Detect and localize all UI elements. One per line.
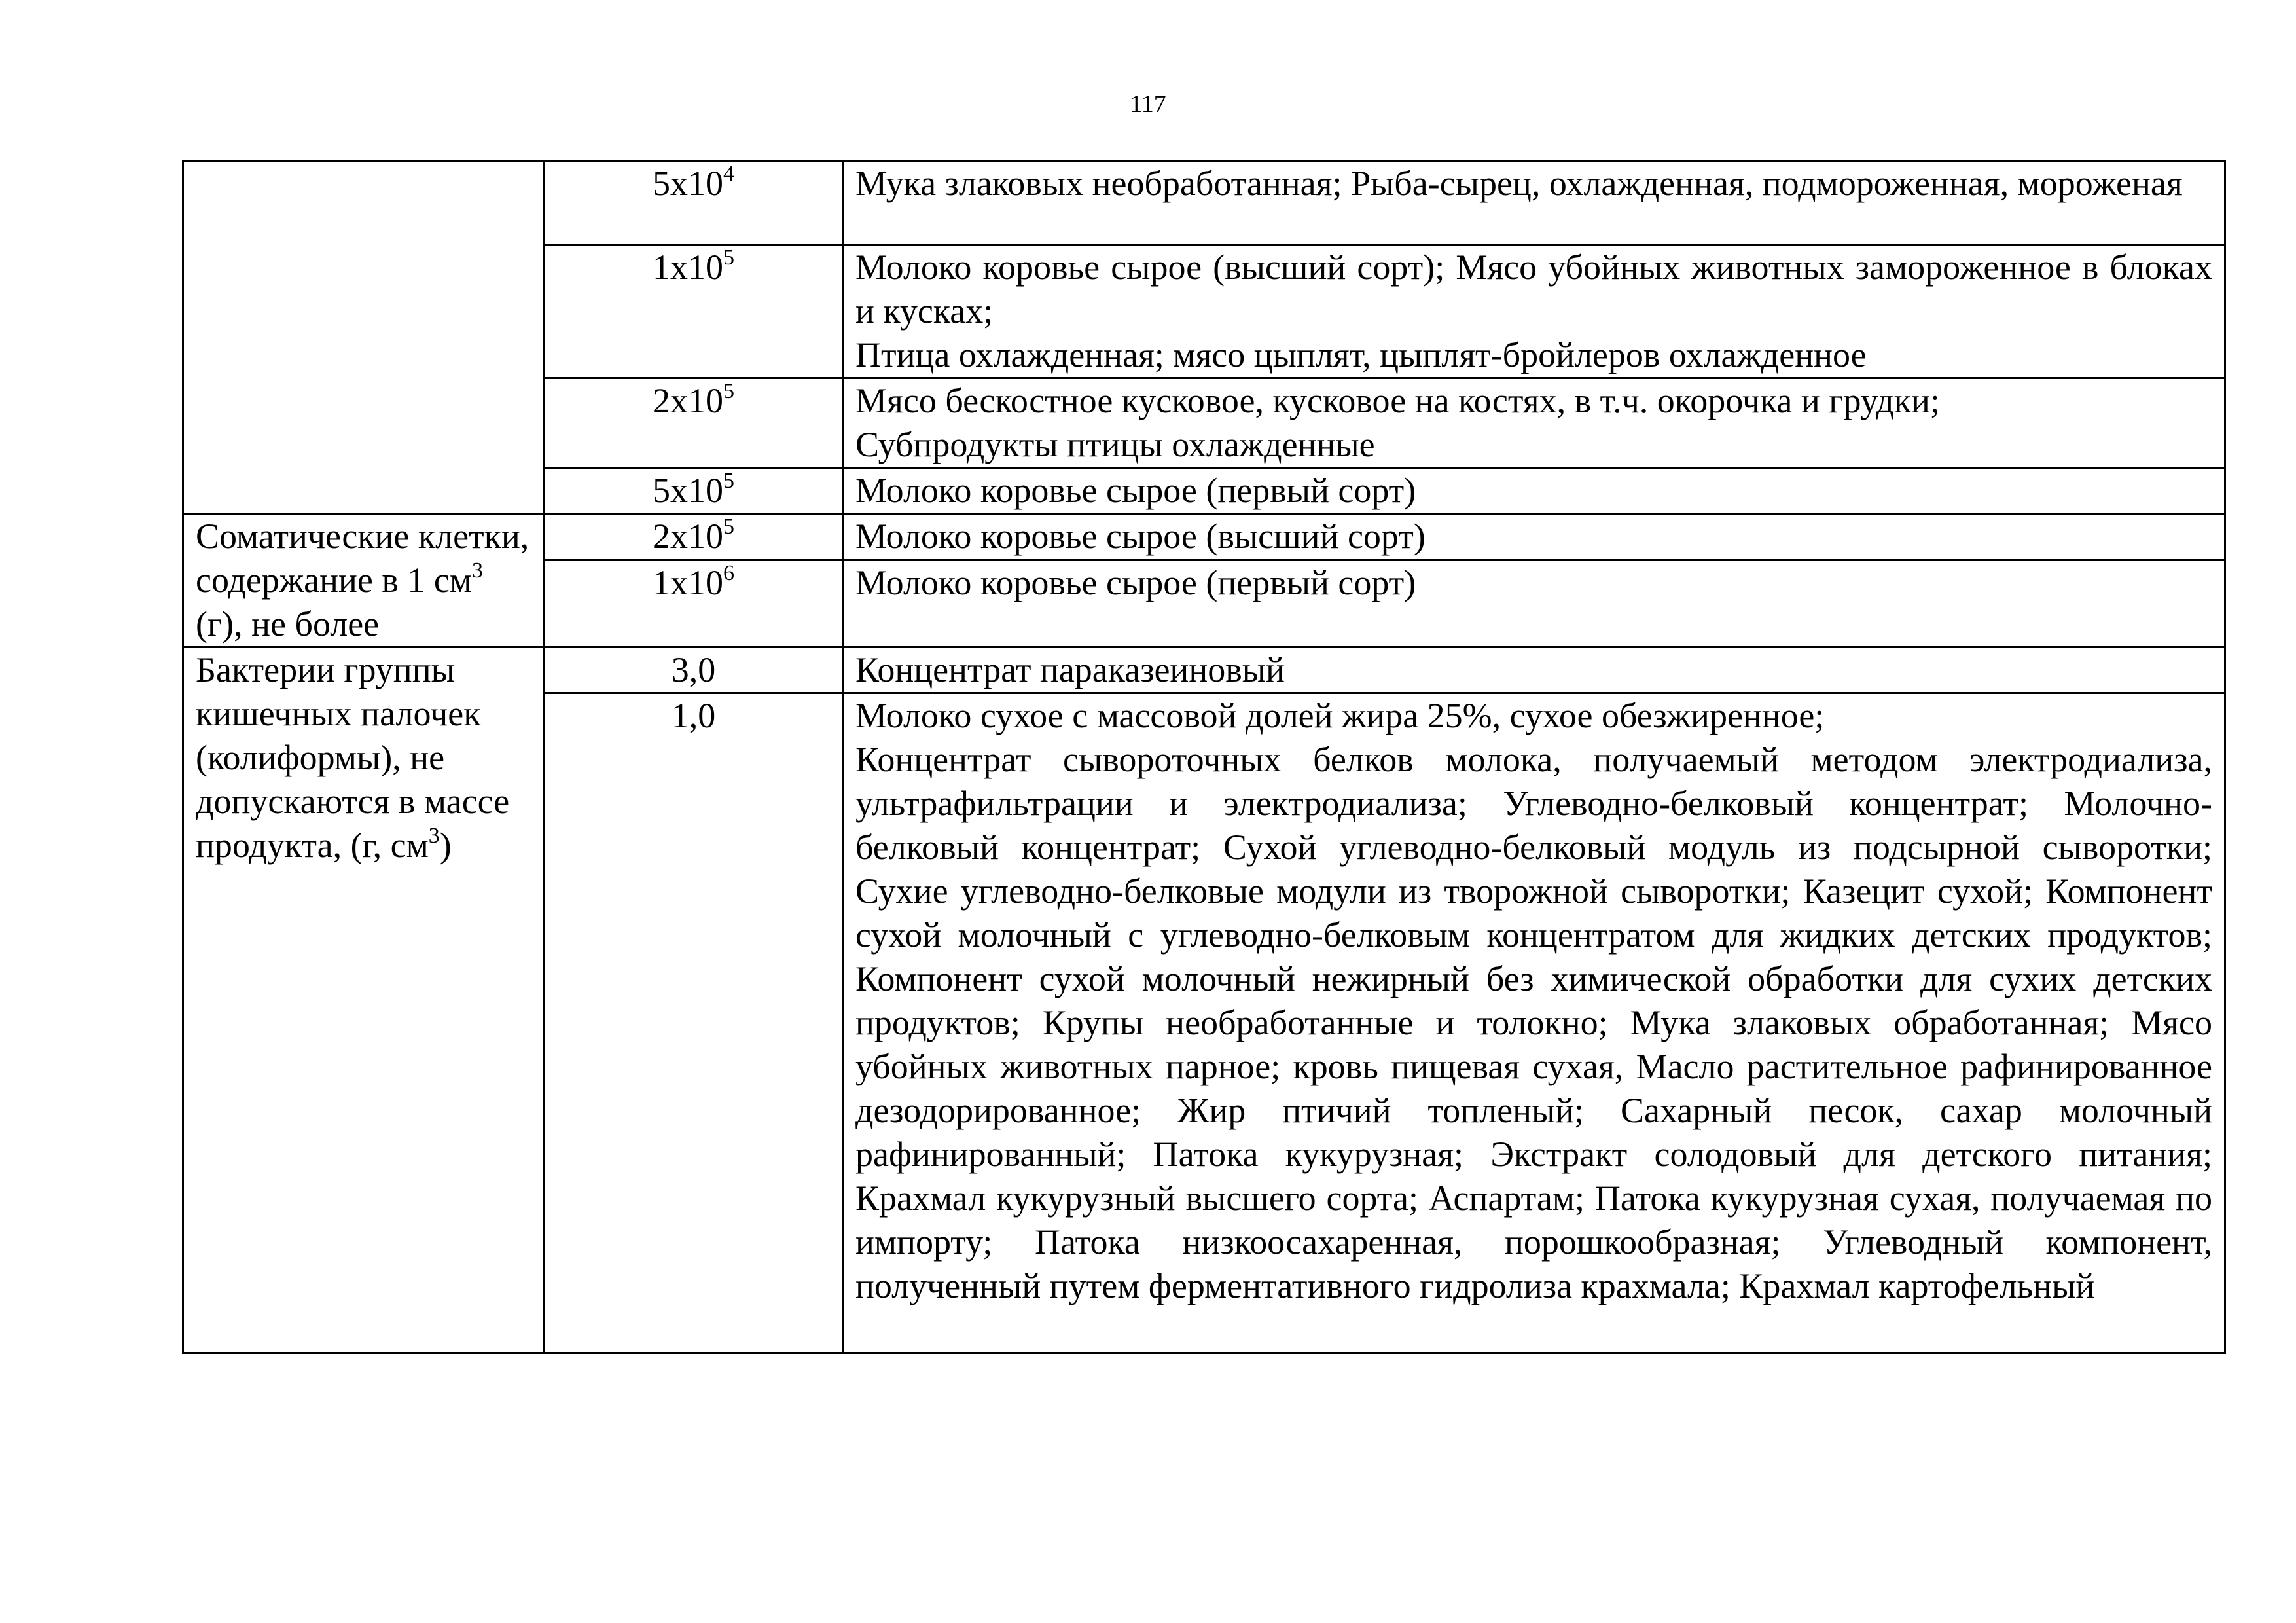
product-list: Мука злаковых необработанная; Рыба-сырец, охлажденная, подмороженная, мороженая bbox=[843, 161, 2225, 245]
exponent: 6 bbox=[723, 560, 734, 585]
limit-value: $2x10^5$ bbox=[545, 514, 843, 560]
table-row bbox=[183, 514, 2225, 560]
table-row bbox=[183, 647, 2225, 693]
product-list: Молоко коровье сырое (первый сорт) bbox=[843, 560, 2225, 647]
exponent: 5 bbox=[723, 379, 734, 403]
product-list: Молоко сухое с массовой долей жира 25%, сухое обезжиренное; Концентрат сывороточных белков молока, получаемый методом электродиализа, ультрафильтрации и электродиализа; Углеводно-белковый концентрат; Молочно-белковый концентрат; Сухой углеводно-белковый модуль из подсырной сыворотки; Сухие углеводно-белковые модули из творожной сыворотки; Казецит сухой; Компонент сухой молочный с углеводно-белковым концентратом для жидких детских продуктов; Компонент сухой молочный нежирный без химической обработки для сухих детских продуктов; Крупы необработанные и толокно; Мука злаковых обработанная; Мясо убойных животных парное; кровь пищевая сухая, Масло растительное рафинированное дезодорированное; Жир птичий топленый; Сахарный песок, сахар молочный рафинированный; Патока кукурузная; Экстракт солодовый для детского питания; Крахмал кукурузный высшего сорта; Аспартам; Патока кукурузная сухая, получаемая по импорту; Патока низкоосахаренная, порошкообразная; Углеводный компонент, полученный путем ферментативного гидролиза крахмала; Крахмал картофельный bbox=[843, 693, 2225, 1353]
limit-value: $5x10^5$ bbox=[545, 468, 843, 514]
exponent: 5 bbox=[723, 246, 734, 270]
exponent: 5 bbox=[723, 515, 734, 539]
page-number: 117 bbox=[1130, 90, 1166, 118]
limit-value: $1x10^6$ bbox=[545, 560, 843, 647]
limit-value: $2x10^5$ bbox=[545, 378, 843, 468]
parameter-coliforms: Бактерии группы кишечных палочек (колиформы), не допускаются в массе продукта, (г, $см^3$) bbox=[183, 647, 545, 1353]
limit-value: $5x10^4$ bbox=[545, 161, 843, 245]
parameter-cell-empty bbox=[183, 161, 545, 514]
exponent: 4 bbox=[723, 162, 734, 186]
product-list: Мясо бескостное кусковое, кусковое на костях, в т.ч. окорочка и грудки; Субпродукты птицы охлажденные bbox=[843, 378, 2225, 468]
product-list: Концентрат параказеиновый bbox=[843, 647, 2225, 693]
exponent: 3 bbox=[428, 824, 440, 848]
limit-value: 3,0 bbox=[545, 647, 843, 693]
product-list: Молоко коровье сырое (первый сорт) bbox=[843, 468, 2225, 514]
limit-value: 1,0 bbox=[545, 693, 843, 1353]
norms-table bbox=[182, 160, 2226, 1354]
exponent: 3 bbox=[472, 558, 484, 583]
parameter-somatic-cells: Соматические клетки, содержание в 1 $см^3$ (г), не более bbox=[183, 514, 545, 647]
product-list: Молоко коровье сырое (высший сорт) bbox=[843, 514, 2225, 560]
exponent: 5 bbox=[723, 469, 734, 493]
limit-value: $1x10^5$ bbox=[545, 245, 843, 378]
table-row bbox=[183, 161, 2225, 245]
product-list: Молоко коровье сырое (высший сорт); Мясо убойных животных замороженное в блоках и кусках; Птица охлажденная; мясо цыплят, цыплят-бройлеров охлажденное bbox=[843, 245, 2225, 378]
